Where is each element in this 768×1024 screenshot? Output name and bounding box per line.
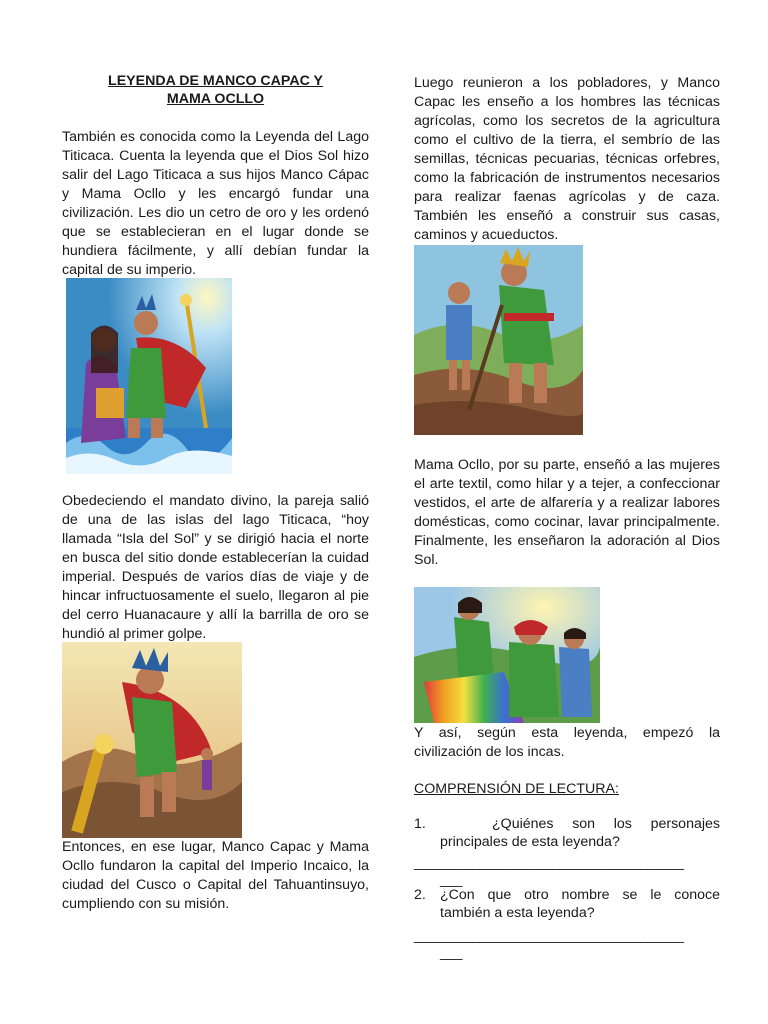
comprehension-heading: COMPRENSIÓN DE LECTURA: <box>414 781 619 797</box>
left-column <box>62 72 369 108</box>
paragraph-teaching-women: Mama Ocllo, por su parte, enseñó a las mujeres el arte textil, como hilar y a tejer, a confeccionar vestidos, el arte de alfarería y a realizar labores domésticas, como cocinar, lavar principalmente. Finalmente, les enseñaron la adoración al Dios Sol. <box>414 457 720 568</box>
paragraph-journey: Obedeciendo el mandato divino, la pareja salió de una de las islas del lago Titicaca, “hoy llamada “Isla del Sol” y se dirigió hacia el norte en busca del sitio donde establecerían la cuidad imperial. Después de varios días de viaje y de hincar infructuosamente el suelo, llegaron al pie del cerro Huanacaure y allí la barrilla de oro se hundió al primer golpe. <box>62 493 369 642</box>
answer-line-1-tail[interactable]: ___ <box>440 871 462 887</box>
question-1-text: ¿Quiénes son los personajes principales de esta leyenda? <box>440 816 720 850</box>
answer-line-2[interactable]: _____________________________________ <box>414 927 684 943</box>
title-line-1: LEYENDA DE MANCO CAPAC Y <box>108 73 323 89</box>
question-2-text: ¿Con que otro nombre se le conoce también a esta leyenda? <box>440 887 720 921</box>
illustration-agriculture <box>414 245 583 435</box>
paragraph-foundation: Entonces, en ese lugar, Manco Capac y Mama Ocllo fundaron la capital del Imperio Incaico, la ciudad del Cusco o Capital del Tahuantinsuyo, cumpliendo con su misión. <box>62 839 369 912</box>
question-2-number: 2. <box>414 887 426 903</box>
answer-line-2-tail[interactable]: ___ <box>440 944 462 960</box>
illustration-emerging-from-lake <box>66 278 232 474</box>
answer-line-1[interactable]: _____________________________________ <box>414 854 684 870</box>
illustration-weaving <box>414 587 600 723</box>
title-line-2: MAMA OCLLO <box>166 91 265 107</box>
document-title <box>62 72 369 108</box>
question-1-number: 1. <box>414 816 426 832</box>
paragraph-conclusion: Y así, según esta leyenda, empezó la civilización de los incas. <box>414 725 720 760</box>
paragraph-teaching-men: Luego reunieron a los pobladores, y Manco Capac les enseño a los hombres las técnicas agrícolas, como los secretos de la agricultura como el cultivo de la tierra, el sembrío de las semillas, técnicas pecuarias, técnicas orfebres, como la fabricación de instrumentos necesarios para realizar faenas agrícolas y de caza. También les enseñó a construir sus casas, caminos y acueductos. <box>414 75 720 243</box>
question-2 <box>414 886 720 926</box>
paragraph-intro: También es conocida como la Leyenda del Lago Titicaca. Cuenta la leyenda que el Dios Sol hizo salir del Lago Titicaca a sus hijos Manco Cápac y Mama Ocllo y les encargó fundar una civilización. Les dio un cetro de oro y les ordenó que se establecieran en el lugar donde se hundiera fácilmente, y allí debían fundar la capital de su imperio. <box>62 129 369 278</box>
question-1 <box>414 815 720 855</box>
illustration-golden-staff <box>62 642 242 838</box>
